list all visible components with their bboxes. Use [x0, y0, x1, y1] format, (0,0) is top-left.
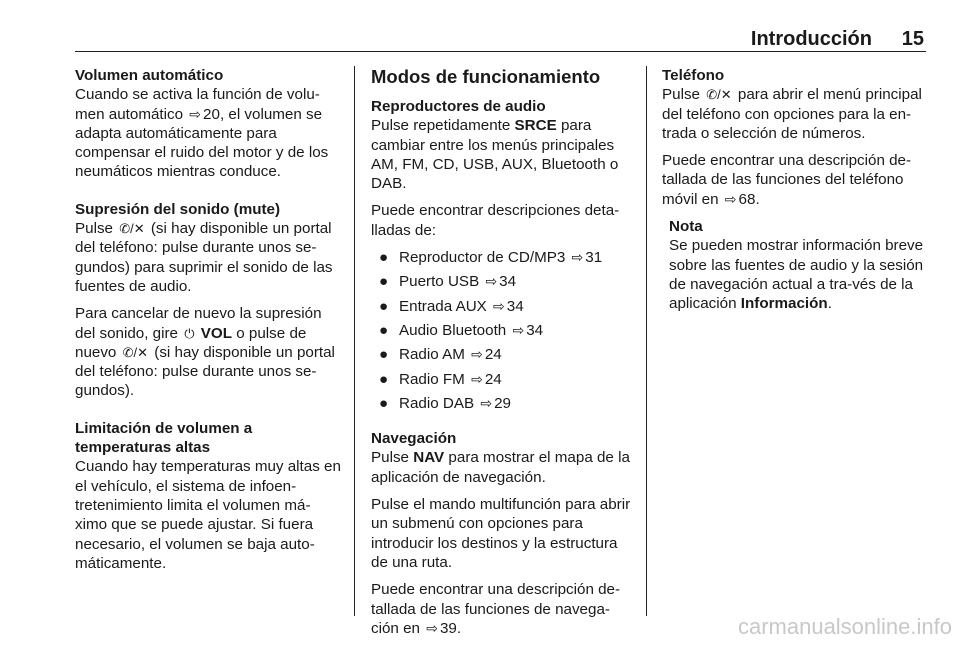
- page-reference-arrow-icon: ⇨: [471, 346, 483, 363]
- list-item: ● Radio DAB ⇨ 29: [379, 394, 512, 412]
- phone-heading: Teléfono: [662, 67, 725, 84]
- auto-volume-section: [75, 66, 341, 182]
- temp-limit-section: [75, 419, 341, 573]
- column-divider-2: [646, 66, 647, 616]
- item-ref[interactable]: 31: [585, 249, 603, 267]
- mute-section: [75, 200, 341, 401]
- phone-ref[interactable]: 68: [738, 190, 756, 208]
- players-heading: Reproductores de audio: [371, 98, 546, 115]
- list-item: ● Audio Bluetooth ⇨ 34: [379, 321, 544, 339]
- navigation-text-3: Puede encontrar una descripción de-tallada de las funciones de navega-ción en ⇨ 39.: [371, 581, 621, 637]
- mute-heading: Supresión del sonido (mute): [75, 200, 281, 218]
- temp-limit-heading-2: temperaturas altas: [75, 439, 211, 457]
- item-ref[interactable]: 29: [494, 394, 512, 412]
- vol-key: VOL: [200, 324, 233, 342]
- item-ref[interactable]: 34: [506, 297, 524, 315]
- column-divider-1: [354, 66, 355, 616]
- page-number: 15: [901, 28, 924, 50]
- list-item: ● Radio FM ⇨ 24: [379, 370, 502, 388]
- page-reference-arrow-icon: ⇨: [512, 321, 525, 338]
- chapter-title: Introducción: [750, 28, 872, 50]
- item-ref[interactable]: 24: [484, 370, 502, 388]
- watermark: carmanualsonline.info: [737, 614, 952, 639]
- navigation-text-1: Pulse NAV para mostrar el mapa de la aplicación de navegación.: [371, 449, 630, 486]
- power-knob-icon: ⏻: [184, 325, 195, 341]
- note-heading: Nota: [669, 218, 703, 236]
- navigation-section: [371, 429, 633, 638]
- auto-volume-heading: Volumen automático: [75, 67, 224, 84]
- phone-text-1: Pulse ✆/✕ para abrir el menú principal del teléfono con opciones para la en-trada o selección de números.: [662, 86, 922, 142]
- list-item: ● Reproductor de CD/MP3 ⇨ 31: [379, 249, 603, 267]
- players-text-1: Pulse repetidamente SRCE para cambiar entre los menús principales AM, FM, CD, USB, AUX, Bluetooth o DAB.: [371, 117, 619, 193]
- players-text-2: Puede encontrar descripciones deta-lladas de:: [371, 202, 620, 239]
- header-divider: [75, 51, 926, 52]
- auto-volume-ref[interactable]: 20: [203, 105, 220, 123]
- page-reference-arrow-icon: ⇨: [571, 249, 584, 266]
- mute-text-1: Pulse ✆/✕ (si hay disponible un portal del teléfono: pulse durante unos se-gundos) para suprimir el sonido de las fuentes de audio.: [75, 220, 333, 295]
- note-text: Se pueden mostrar información breve sobre las fuentes de audio y la sesión de navegación actual a tra-vés de la aplicación Información.: [669, 237, 924, 313]
- players-list: [371, 248, 633, 413]
- list-item: ● Entrada AUX ⇨ 34: [379, 297, 524, 315]
- srce-key: SRCE: [514, 117, 557, 135]
- list-item: ● Puerto USB ⇨ 34: [379, 273, 517, 291]
- item-ref[interactable]: 34: [526, 321, 544, 339]
- phone-mute-icon: ✆/✕: [122, 344, 149, 360]
- page-reference-arrow-icon: ⇨: [471, 370, 483, 387]
- column-3: [662, 66, 926, 322]
- page-reference-arrow-icon: ⇨: [189, 105, 202, 122]
- auto-volume-text: Cuando se activa la función de volu-men automático ⇨ 20, el volumen se adapta automáticamente para compensar el ruido del motor y de los neumáticos mientras conduce.: [75, 86, 329, 181]
- column-1: [75, 66, 341, 591]
- temp-limit-heading-1: Limitación de volumen a: [75, 419, 253, 437]
- phone-mute-icon: ✆/✕: [706, 87, 732, 103]
- modes-title: Modos de funcionamiento: [371, 66, 601, 87]
- list-item: ● Radio AM ⇨ 24: [379, 346, 502, 364]
- navigation-text-2: Pulse el mando multifunción para abrir un submenú con opciones para introducir los destinos y la estructura de una ruta.: [371, 496, 631, 571]
- page-header: [0, 0, 960, 52]
- item-ref[interactable]: 24: [484, 346, 502, 364]
- info-app-name: Información: [740, 295, 828, 313]
- mute-text-2: Para cancelar de nuevo la supresión del sonido, gire ⏻ VOL o pulse de nuevo ✆/✕ (si hay disponible un portal del teléfono: pulse durante unos se-gundos).: [75, 305, 335, 400]
- temp-limit-text: Cuando hay temperaturas muy altas en el vehículo, el sistema de infoen-tretenimiento limita el volumen má-ximo que se puede ajustar. Si fuera necesario, el volumen se baja auto-máticamente.: [75, 458, 341, 572]
- page-reference-arrow-icon: ⇨: [480, 394, 493, 411]
- nav-key: NAV: [413, 449, 445, 467]
- page-reference-arrow-icon: ⇨: [493, 297, 505, 314]
- page-reference-arrow-icon: ⇨: [724, 190, 737, 207]
- page-reference-arrow-icon: ⇨: [485, 273, 498, 290]
- item-ref[interactable]: 34: [499, 273, 517, 291]
- column-2: [371, 66, 633, 646]
- players-section: [371, 97, 633, 413]
- phone-mute-icon: ✆/✕: [119, 221, 145, 237]
- phone-section: [662, 66, 926, 209]
- navigation-ref[interactable]: 39: [439, 619, 457, 637]
- navigation-heading: Navegación: [371, 430, 457, 448]
- note-box: [669, 217, 926, 313]
- phone-text-2: Puede encontrar una descripción de-tallada de las funciones del teléfono móvil en ⇨ 68.: [662, 152, 912, 208]
- page-reference-arrow-icon: ⇨: [426, 619, 438, 636]
